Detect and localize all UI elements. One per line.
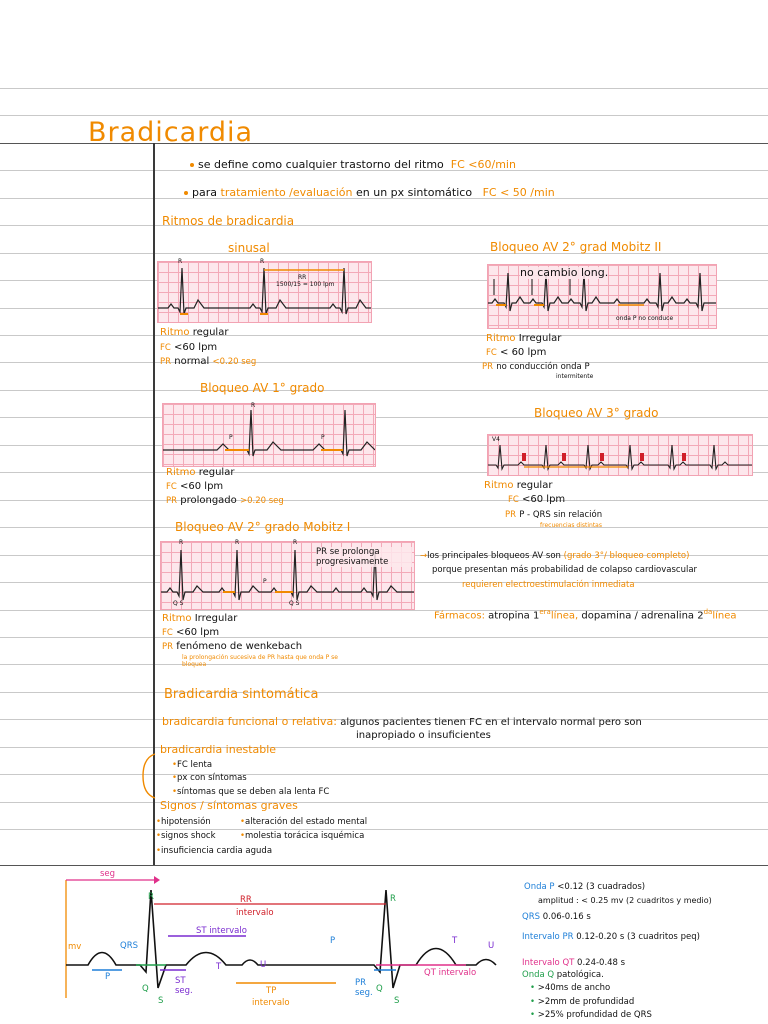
- value: <60 lpm: [522, 494, 566, 505]
- text: FC lenta: [177, 760, 213, 770]
- note-q-item: [530, 1010, 652, 1020]
- farmacos-linea: línea,: [550, 610, 579, 622]
- av1-ritmo: [166, 467, 234, 479]
- sinusal-r-label: R: [260, 258, 265, 265]
- av1-p-label: P: [321, 434, 325, 441]
- text: px con síntomas: [177, 773, 247, 783]
- sinusal-ecg-trace: [158, 262, 371, 322]
- diagram-pr-seg: PR seg.: [355, 978, 373, 998]
- text: signos shock: [161, 831, 216, 841]
- label: Ritmo: [484, 480, 514, 491]
- av1-ecg-trace: [163, 404, 375, 466]
- diagram-u-label: U: [260, 960, 267, 970]
- bullet-value: FC < 50 /min: [482, 186, 555, 199]
- rule-line: [0, 335, 768, 336]
- mobitz2-ritmo: [486, 333, 561, 345]
- graves-item: [156, 817, 211, 827]
- sinusal-title: sinusal: [228, 241, 270, 255]
- bullet-dot: •: [172, 787, 178, 797]
- value: patológica.: [556, 970, 604, 980]
- label: FC: [160, 343, 171, 353]
- rule-line: [0, 747, 768, 748]
- rule-line: [0, 115, 768, 116]
- bullet-dot: [190, 163, 194, 167]
- diagram-qt-label: QT intervalo: [424, 968, 477, 978]
- extra: <0.20 seg: [212, 357, 257, 367]
- sinusal-rr-label: RR: [298, 274, 307, 281]
- bullet-dot: •: [156, 831, 162, 841]
- sinusal-pr: [160, 356, 256, 368]
- principales-line3: requieren electroestimulación inmediata: [462, 580, 635, 590]
- rule-line: [0, 637, 768, 638]
- mobitz1-qs-label: Q S: [173, 600, 184, 607]
- value: 0.06-0.16 s: [542, 912, 591, 922]
- rule-line: [0, 390, 768, 391]
- ritmos-heading: Ritmos de bradicardia: [162, 214, 295, 228]
- mobitz2-pr-extra: intermitente: [556, 373, 594, 380]
- rule-line: [0, 225, 768, 226]
- mobitz2-note: no cambio long.: [520, 266, 609, 279]
- mobitz1-ritmo: [162, 613, 237, 625]
- inestable-item: [172, 760, 212, 770]
- farmacos-label: Fármacos:: [434, 610, 485, 622]
- mobitz2-onda-note: onda P no conduce: [616, 315, 674, 322]
- diagram-s-label: S: [158, 996, 164, 1006]
- av1-pr: [166, 495, 284, 507]
- label: PR: [166, 496, 178, 506]
- label: Ritmo: [486, 333, 516, 344]
- diagram-r-label: R: [390, 894, 396, 904]
- note-onda-q: [522, 970, 604, 980]
- bullet-definition: [190, 159, 516, 171]
- extra: >0.20 seg: [239, 496, 284, 506]
- bullet-orange-text: tratamiento /evaluación: [220, 186, 353, 199]
- diagram-s-label: S: [394, 996, 400, 1006]
- label: Intervalo PR: [522, 932, 574, 942]
- label: Ritmo: [162, 613, 192, 624]
- value: 0.24-0.48 s: [577, 958, 626, 968]
- mobitz1-r-label: R: [179, 539, 184, 546]
- principales-line1: [420, 551, 689, 561]
- av1-ecg-strip: [162, 403, 376, 467]
- diagram-rr-label: RR: [240, 895, 252, 905]
- bullet-dot: •: [240, 831, 246, 841]
- value: 0.12-0.20 s (3 cuadritos peq): [576, 932, 700, 942]
- value: prolongado: [180, 495, 237, 506]
- value: <0.12 (3 cuadrados): [557, 882, 646, 892]
- av3-ecg-strip: [487, 434, 753, 476]
- av1-p-label: P: [229, 434, 233, 441]
- label: Ritmo: [166, 467, 196, 478]
- diagram-seg-label: seg: [100, 869, 116, 879]
- diagram-rr-sub: intervalo: [236, 908, 274, 918]
- diagram-u-label: U: [488, 941, 495, 951]
- bullet-dot: •: [240, 817, 246, 827]
- diagram-qrs-label: QRS: [120, 941, 138, 951]
- value: Irregular: [518, 333, 562, 344]
- mobitz1-fc: [162, 627, 219, 639]
- diagram-p-label: P: [105, 972, 111, 982]
- rule-line: [0, 88, 768, 89]
- note-q-item: [530, 997, 634, 1007]
- bullet-dot: •: [156, 846, 162, 856]
- text-orange: (grado 3°/ bloqueo completo): [563, 551, 690, 561]
- bullet-text: se define como cualquier trastorno del ritmo: [198, 158, 444, 171]
- text: alteración del estado mental: [245, 817, 368, 827]
- label: PR: [482, 362, 494, 372]
- label: PR: [160, 357, 172, 367]
- text: síntomas que se deben ala lenta FC: [177, 787, 330, 797]
- av3-fc: [508, 494, 565, 506]
- mobitz2-fc: [486, 347, 546, 359]
- text: insuficiencia cardia aguda: [161, 846, 273, 856]
- sinusal-fc: [160, 342, 217, 354]
- mobitz1-note: PR se prolonga progresivamente: [316, 547, 412, 567]
- value: normal: [174, 356, 210, 367]
- value: regular: [198, 467, 235, 478]
- bullet-tratamiento: [184, 187, 555, 199]
- diagram-r-label: R: [148, 892, 154, 902]
- page-title: Bradicardia: [88, 117, 254, 148]
- bullet-dot: •: [530, 1010, 536, 1020]
- rule-line: [0, 865, 768, 866]
- farmacos-text: atropina 1: [488, 610, 540, 622]
- text: molestia torácica isquémica: [245, 831, 365, 841]
- bullet-dot: •: [172, 760, 178, 770]
- mobitz1-pr-extra: la prolongación sucesiva de PR hasta que onda P se bloquea: [182, 654, 338, 668]
- value: no conducción onda P: [496, 362, 590, 372]
- bullet-value: FC <60/min: [450, 158, 516, 171]
- value: regular: [516, 480, 553, 491]
- arrow-icon: →: [420, 551, 428, 561]
- label: FC: [508, 495, 519, 505]
- note-qt: [522, 958, 625, 968]
- diagram-tp-sub: intervalo: [252, 998, 290, 1008]
- mobitz2-title: Bloqueo AV 2° grad Mobitz II: [490, 240, 662, 254]
- rule-line: [0, 692, 768, 693]
- rule-line: [0, 802, 768, 803]
- sinusal-r-label: R: [178, 258, 183, 265]
- mobitz1-title: Bloqueo AV 2° grado Mobitz I: [175, 520, 351, 534]
- inestable-item: [172, 773, 247, 783]
- bullet-dot: [184, 191, 188, 195]
- principales-line2: porque presentan más probabilidad de colapso cardiovascular: [432, 565, 698, 575]
- diagram-t-label: T: [452, 936, 458, 946]
- inestable-label: bradicardia inestable: [160, 743, 277, 756]
- sinusal-ritmo: [160, 327, 228, 339]
- mobitz2-ecg-strip: [487, 264, 717, 329]
- av1-fc: [166, 481, 223, 493]
- value: Irregular: [194, 613, 238, 624]
- rule-line: [0, 362, 768, 363]
- graves-item: [156, 831, 216, 841]
- graves-item: [240, 817, 367, 827]
- av1-title: Bloqueo AV 1° grado: [200, 381, 325, 395]
- farmacos: [434, 606, 737, 622]
- av3-pr-extra: frecuencias distintas: [540, 522, 602, 529]
- funcional-text: algunos pacientes tienen FC en el intervalo normal pero son: [340, 717, 642, 728]
- label: PR: [505, 510, 517, 520]
- rule-line: [0, 829, 768, 830]
- mobitz1-qs-label: Q S: [289, 600, 300, 607]
- mobitz1-pr: [162, 641, 302, 653]
- diagram-st-intervalo: ST intervalo: [196, 926, 247, 936]
- text: los principales bloqueos AV son: [427, 551, 561, 561]
- brace-icon: [141, 752, 157, 800]
- farmacos-sup: da: [703, 608, 713, 616]
- mobitz1-r-label: R: [293, 539, 298, 546]
- bullet-dot: •: [530, 983, 536, 993]
- bullet-lead: para: [192, 186, 217, 199]
- label: PR: [162, 642, 174, 652]
- sinusal-rr-calc: 1500/15 = 100 lpm: [276, 281, 335, 288]
- diagram-st-seg: ST seg.: [175, 976, 193, 996]
- sinusal-ecg-strip: [157, 258, 372, 323]
- mobitz1-p-label: P: [263, 578, 267, 585]
- text: >25% profundidad de QRS: [537, 1010, 652, 1020]
- value: fenómeno de wenkebach: [176, 641, 303, 652]
- label: Onda P: [524, 882, 555, 892]
- bullet-dot: •: [530, 997, 536, 1007]
- rule-line: [0, 500, 768, 501]
- funcional-row: [162, 716, 642, 729]
- label: QRS: [522, 912, 540, 922]
- mobitz2-pr: [482, 361, 590, 373]
- diagram-t-label: T: [216, 962, 222, 972]
- av3-title: Bloqueo AV 3° grado: [534, 406, 659, 420]
- av3-pr: [505, 509, 602, 521]
- graves-label: Signos / síntomas graves: [160, 799, 298, 812]
- diagram-mv-label: mv: [68, 942, 82, 952]
- note-amplitud: amplitud : < 0.25 mv (2 cuadritos y medio): [538, 896, 712, 905]
- farmacos-sup: era: [539, 608, 551, 616]
- text: hipotensión: [161, 817, 211, 827]
- note-onda-p: [524, 882, 645, 892]
- label: FC: [162, 628, 173, 638]
- mobitz1-r-label: R: [235, 539, 240, 546]
- note-qrs: [522, 912, 591, 922]
- diagram-p-label: P: [330, 936, 336, 946]
- rule-line: [0, 664, 768, 665]
- value: < 60 lpm: [500, 347, 547, 358]
- bullet-dot: •: [156, 817, 162, 827]
- diagram-q-label: Q: [142, 984, 149, 994]
- av1-r-label: R: [251, 402, 256, 409]
- label: FC: [166, 482, 177, 492]
- text: >40ms de ancho: [537, 983, 611, 993]
- value: <60 lpm: [176, 627, 220, 638]
- bullet-dot: •: [172, 773, 178, 783]
- av3-ritmo: [484, 480, 552, 492]
- farmacos-text: dopamina / adrenalina 2: [581, 610, 704, 622]
- label: FC: [486, 348, 497, 358]
- value: regular: [192, 327, 229, 338]
- bullet-text: en un px sintomático: [355, 186, 473, 199]
- av3-ecg-trace: [488, 435, 752, 475]
- label: Ritmo: [160, 327, 190, 338]
- sintomatica-heading: Bradicardia sintomática: [164, 687, 319, 702]
- graves-item: [240, 831, 364, 841]
- av3-lead-label: V4: [492, 436, 500, 443]
- label: Intervalo QT: [522, 958, 575, 968]
- inestable-item: [172, 787, 329, 797]
- rule-line: [0, 527, 768, 528]
- text: >2mm de profundidad: [537, 997, 635, 1007]
- funcional-label: bradicardia funcional o relativa:: [162, 715, 337, 728]
- value: P - QRS sin relación: [519, 510, 603, 520]
- label: Onda Q: [522, 970, 555, 980]
- note-pr: [522, 932, 700, 942]
- farmacos-linea: línea: [712, 610, 737, 622]
- diagram-tp-label: TP: [266, 986, 277, 996]
- funcional-text2: inapropiado o insuficientes: [356, 730, 491, 741]
- rule-line: [0, 774, 768, 775]
- note-q-item: [530, 983, 610, 993]
- graves-item: [156, 846, 272, 856]
- diagram-q-label: Q: [376, 984, 383, 994]
- value: <60 lpm: [174, 342, 218, 353]
- value: <60 lpm: [180, 481, 224, 492]
